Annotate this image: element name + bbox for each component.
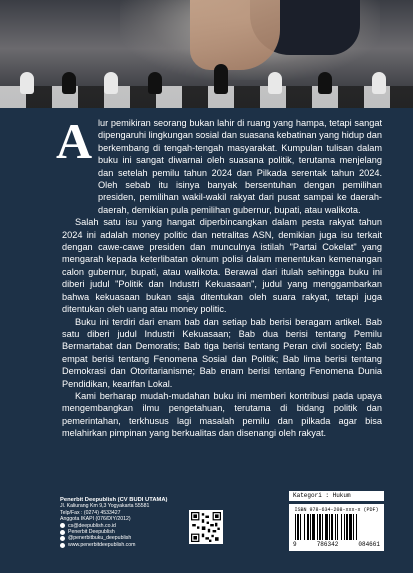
social-facebook: Penerbit Deepublish [60,529,220,535]
paragraph-4: Kami berharap mudah-mudahan buku ini memberi kontribusi pada upaya mengembangkan ilmu pengetahuan, terutama di bidang politik dan pemerintahan, terkhusus lagi masalah pemilu dan pilkada agar bisa melahirkan pimpinan yang berkualitas dan disenangi oleh rakyat. [62,390,382,439]
social-instagram: @penerbitbuku_deepublish [60,535,220,541]
isbn-barcode [289,504,384,551]
publisher-address: Jl. Kaliurang Km 9,3 Yogyakarta 55581 [60,503,150,510]
barcode-bar [337,514,338,540]
globe-icon [60,543,65,548]
barcode-bar [319,514,321,540]
chess-piece-icon [214,64,228,94]
cover-photo-chess [0,0,413,108]
barcode-bar [304,514,305,540]
barcode-bar [331,514,333,540]
publisher-name: Penerbit Deepublish (CV BUDI UTAMA) [60,497,168,503]
barcode-bar [346,514,348,540]
publisher-phone: Telp/Fax : (0274) 4533427 [60,509,121,516]
barcode-bar [322,514,323,540]
social-mail: cs@deepublish.co.id [60,523,220,529]
barcode-bar [297,514,299,540]
barcode-graphic [293,514,380,540]
barcode-bar [341,514,342,540]
barcode-bar [317,514,318,540]
instagram-icon [60,536,65,541]
barcode-bar [310,514,311,540]
chess-piece-icon [372,72,386,94]
isbn-text: ISBN 978-634-208-xxx-x (PDF) [294,507,379,513]
chess-piece-icon [62,72,76,94]
barcode-bar [344,514,345,540]
barcode-bar [300,514,301,540]
qr-code-graphic [191,512,221,542]
barcode-bar [307,514,309,540]
category-label: Kategori : Hukum [289,491,384,501]
paragraph-1: lur pemikiran seorang bukan lahir di ruang yang hampa, tetapi sangat dipengaruhi lingkungan sosial dan suasana kebatinan yang hidup dan berkembang di tengah-tengah masyarakat. Kumpulan tulisan dalam buku ini sangat diwarnai oleh suasana politik, terutama menjelang dan setelah pemilu tahun 2024 dan Pilkada serentak tahun 2024. Oleh sebab itu isinya banyak bersentuhan dengan pemilihan presiden, pemilihan wakil-wakil rakyat dari pusat sampai ke daerah-daerah, demikian pula pemilihan gubernur, bupati, atau walikota. [98,118,383,215]
barcode-bar [356,514,357,540]
hand-image [190,0,280,70]
mail-icon [60,523,65,528]
paragraph-2: Salah satu isu yang hangat diperbincangkan dalam pesta rakyat tahun 2024 ini adalah money politic dan netralitas ASN, demikian juga isu terkait dengan cawe-cawe presiden dan munculnya istilah "Partai Cokelat" yang mengarah kepada keterlibatan oknum polisi dalam menentukan kemenangan calon gubernur, bupati, atau walikota. Berawal dari itulah sehingga buku ini diberi judul "Politik dan Industri Kekuasaan", judul yang menggambarkan bahwa kekuasaan bukan saja ditentukan oleh suara rakyat, tetapi juga ditentukan oleh uang atau money politic. [62,217,382,315]
barcode-bar [335,514,336,540]
barcode-bar [349,514,352,540]
qr-code [189,510,223,544]
paragraph-3: Buku ini terdiri dari enam bab dan setiap bab berisi beragam artikel. Bab satu diberi judul Industri Kekuasaan; Bab dua berisi tentang Pemilu Bermartabat dan Demoratis; Bab tiga berisi tentang Peran civil society; Bab empat berisi tentang Fenomena Sosial dan Politik; Bab lima berisi tentang Demokrasi dan Otoritarianisme; Bab enam berisi tentang Fenomena Dunia Pendidikan, kearifan Lokal. [62,316,382,389]
chess-piece-icon [318,72,332,94]
barcode-bar [329,514,330,540]
barcode-bar [325,514,328,540]
chess-piece-icon [20,72,34,94]
drop-cap: A [56,113,93,169]
barcode-bar [295,514,296,540]
chess-piece-icon [268,72,282,94]
social-website: www.penerbitdeepublish.com [60,542,220,548]
barcode-numbers: 9 786342 084661 [293,541,380,548]
chess-piece-icon [104,72,118,94]
back-cover-blurb [62,117,382,440]
facebook-icon [60,530,65,535]
publisher-member: Anggota IKAPI (076/DIY/2012) [60,516,131,523]
chess-piece-icon [148,72,162,94]
barcode-bar [353,514,354,540]
barcode-bar [312,514,315,540]
